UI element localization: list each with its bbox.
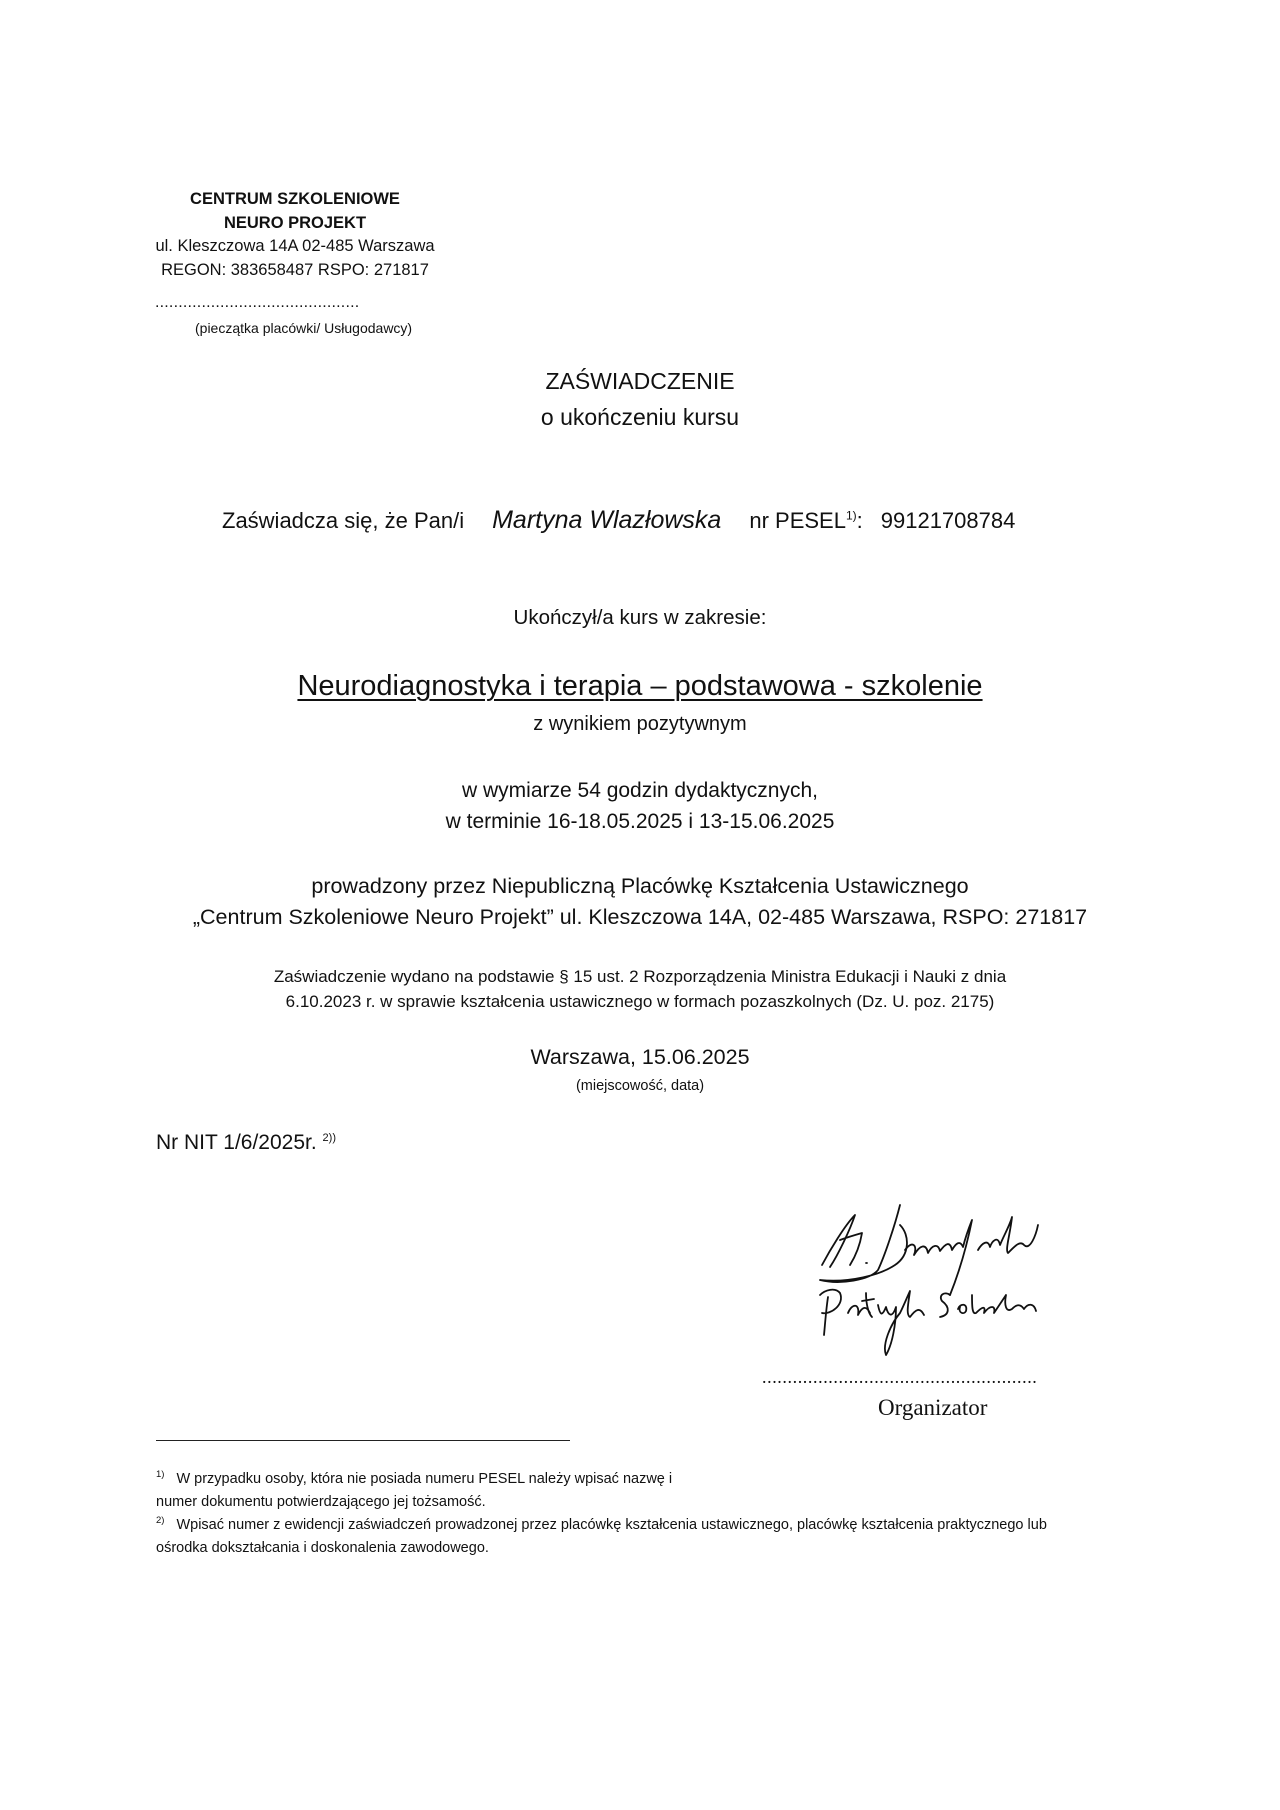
stamp-registry: REGON: 383658487 RSPO: 271817 <box>161 260 429 279</box>
footnote-2-mark: 2) <box>156 1515 165 1526</box>
stamp-caption: (pieczątka placówki/ Usługodawcy) <box>195 320 413 336</box>
stamp-dotted-line: ............................................ <box>155 294 360 311</box>
place-date: Warszawa, 15.06.2025 <box>530 1045 750 1069</box>
footnote-1-line2: numer dokumentu potwierdzającego jej tożsamość. <box>156 1493 486 1510</box>
recipient-row <box>222 506 1015 535</box>
stamp-name-line2: NEURO PROJEKT <box>223 213 367 232</box>
document-subtitle: o ukończeniu kursu <box>540 404 740 430</box>
legal-line2: 6.10.2023 r. w sprawie kształcenia ustawicznego w formach pozaszkolnych (Dz. U. poz. 2175) <box>285 992 995 1011</box>
signature-label: Organizator <box>878 1395 988 1420</box>
footnote-1 <box>156 1463 672 1514</box>
certificate-number-row <box>156 1131 336 1155</box>
course-name: Neurodiagnostyka i terapia – podstawowa - szkolenie <box>297 670 983 702</box>
course-dates: w terminie 16-18.05.2025 i 13-15.06.2025 <box>445 810 835 833</box>
organizer-info <box>0 871 1280 933</box>
signature-1 <box>820 1205 1038 1295</box>
footnote-1-line1: W przypadku osoby, która nie posiada numeru PESEL należy wpisać nazwę i <box>176 1470 673 1487</box>
recipient-name: Martyna Wlazłowska <box>492 506 722 534</box>
course-intro: Ukończył/a kurs w zakresie: <box>513 606 767 629</box>
course-result: z wynikiem pozytywnym <box>533 713 747 735</box>
footnote-separator <box>156 1440 570 1441</box>
footnote-2-line2: ośrodka dokształcania i doskonalenia zawodowego. <box>156 1539 489 1556</box>
certificate-number: Nr NIT 1/6/2025r. <box>156 1131 317 1154</box>
pesel-footnote-mark: 1) <box>845 508 857 523</box>
signature-2 <box>820 1290 1036 1355</box>
footnote-1-mark: 1) <box>156 1469 165 1480</box>
certificate-number-footnote: 2)) <box>322 1132 336 1144</box>
organizer-signatures <box>800 1195 1100 1365</box>
institution-stamp <box>140 188 450 282</box>
stamp-name-line1: CENTRUM SZKOLENIOWE <box>190 190 400 208</box>
pesel-label: nr PESEL <box>749 508 846 533</box>
legal-basis <box>0 964 1280 1014</box>
signature-dotted-line: ...................................................... <box>762 1367 1038 1387</box>
pesel-separator: : <box>856 508 863 533</box>
course-name-row <box>0 670 1280 703</box>
course-hours: w wymiarze 54 godzin dydaktycznych, <box>462 779 818 802</box>
organizer-line1: prowadzony przez Niepubliczną Placówkę Kształcenia Ustawicznego <box>311 874 969 898</box>
recipient-intro: Zaświadcza się, że Pan/i <box>222 508 465 533</box>
pesel-number: 99121708784 <box>880 508 1016 533</box>
place-date-caption: (miejscowość, data) <box>575 1078 705 1094</box>
stamp-address: ul. Kleszczowa 14A 02-485 Warszawa <box>155 237 435 255</box>
document-title: ZAŚWIADCZENIE <box>545 368 735 394</box>
footnote-2 <box>156 1509 1047 1560</box>
legal-line1: Zaświadczenie wydano na podstawie § 15 ust. 2 Rozporządzenia Ministra Edukacji i Nauki z dnia <box>273 967 1007 986</box>
course-details <box>0 775 1280 837</box>
organizer-line2: „Centrum Szkoleniowe Neuro Projekt” ul. Kleszczowa 14A, 02-485 Warszawa, RSPO: 271817 <box>192 905 1088 929</box>
footnote-2-line1: Wpisać numer z ewidencji zaświadczeń prowadzonej przez placówkę kształcenia ustawicznego, placówkę kształcenia praktycznego lub <box>176 1516 1047 1533</box>
